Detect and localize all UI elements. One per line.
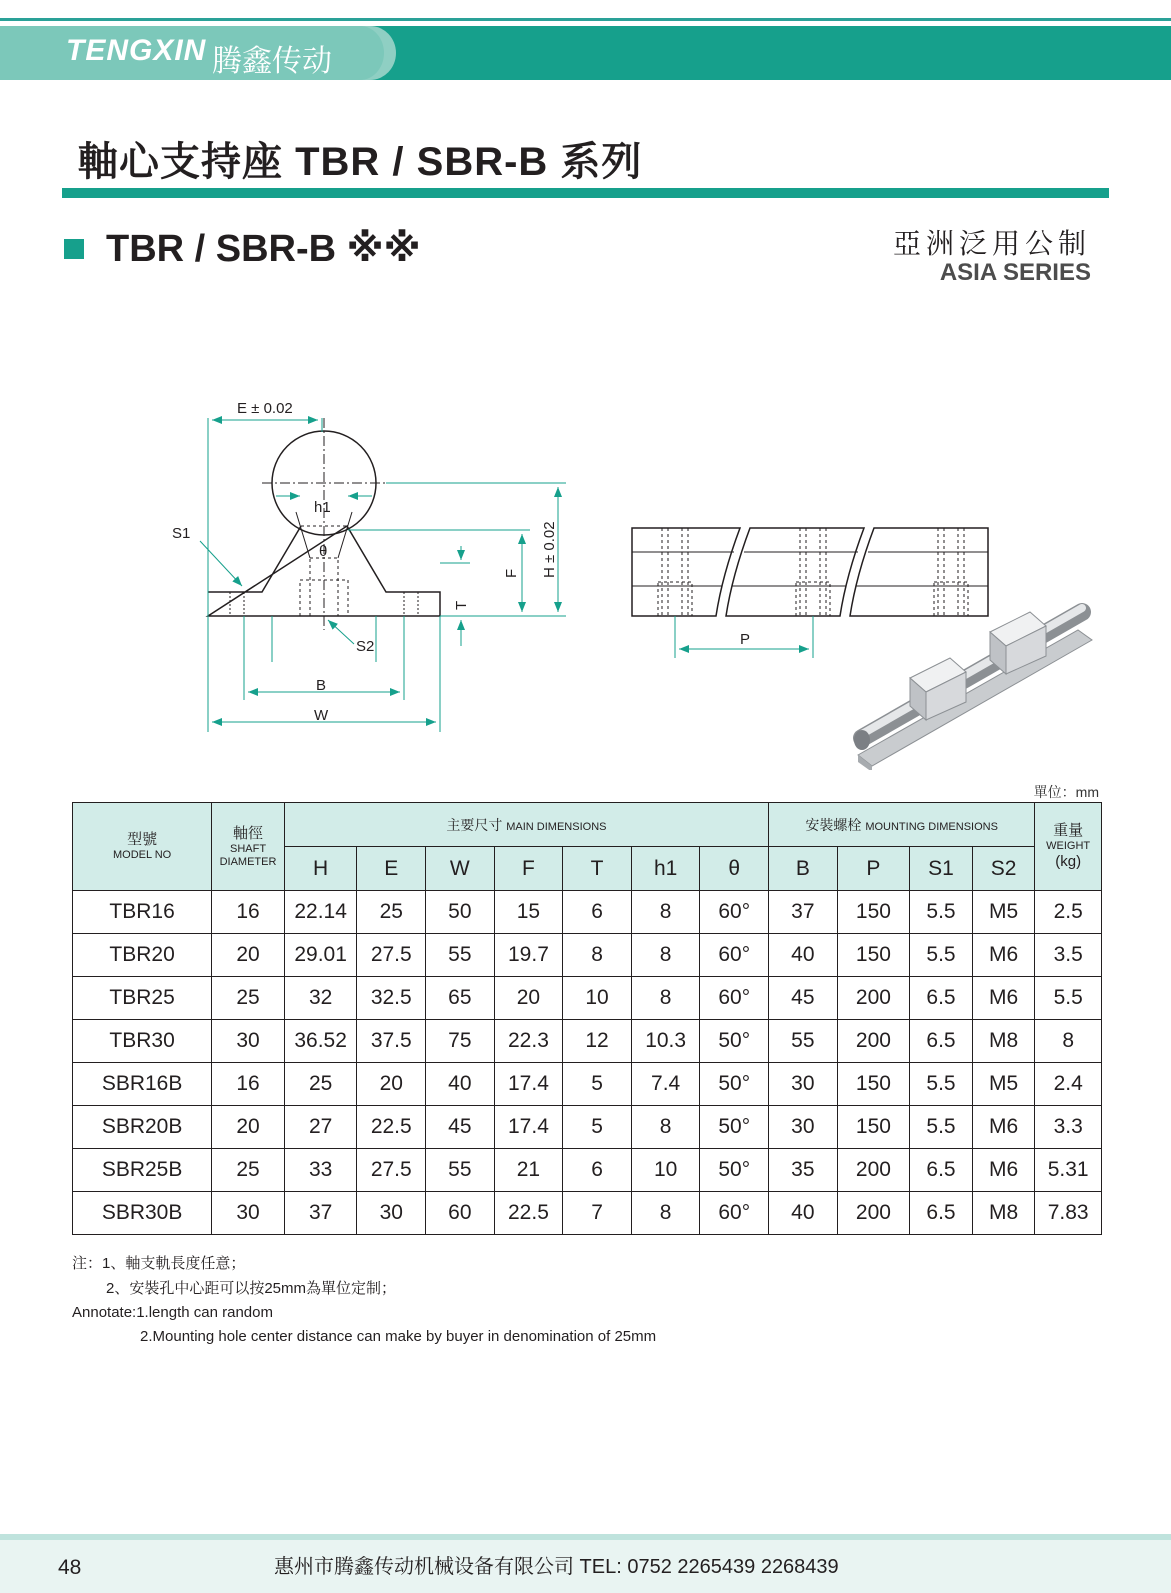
table-cell: 32	[284, 977, 357, 1020]
table-cell: M6	[972, 934, 1035, 977]
table-cell: 150	[837, 891, 910, 934]
col-theta: θ	[700, 847, 769, 891]
col-s1: S1	[910, 847, 973, 891]
table-cell: 6	[563, 891, 632, 934]
table-cell: 200	[837, 1192, 910, 1235]
label-t: T	[453, 600, 470, 610]
table-cell: 27.5	[357, 934, 426, 977]
table-cell: M6	[972, 1106, 1035, 1149]
table-cell: 10.3	[631, 1020, 700, 1063]
col-e: E	[357, 847, 426, 891]
footer-company: 惠州市腾鑫传动机械设备有限公司 TEL: 0752 2265439 2268439	[274, 1556, 839, 1578]
unit-label: 單位：mm	[1033, 784, 1099, 800]
table-cell: 2.4	[1035, 1063, 1102, 1106]
table-cell: 50°	[700, 1149, 769, 1192]
col-f: F	[494, 847, 563, 891]
label-w: W	[314, 707, 329, 724]
table-cell: 150	[837, 934, 910, 977]
header-model-cn: 型號	[127, 831, 158, 848]
label-h: H ± 0.02	[541, 521, 558, 578]
header-model-en: MODEL NO	[112, 849, 172, 861]
table-cell: TBR25	[73, 977, 212, 1020]
table-cell: 10	[631, 1149, 700, 1192]
table-cell: M8	[972, 1192, 1035, 1235]
table-cell: 22.3	[494, 1020, 563, 1063]
table-cell: TBR30	[73, 1020, 212, 1063]
side-view-drawing	[632, 528, 988, 616]
table-cell: 45	[769, 977, 838, 1020]
page-title: 軸心支持座 TBR / SBR-B 系列	[78, 140, 643, 184]
table-cell: 17.4	[494, 1063, 563, 1106]
table-cell: 37.5	[357, 1020, 426, 1063]
header-weight-unit: (kg)	[1055, 853, 1082, 870]
table-cell: 6.5	[910, 1149, 973, 1192]
table-cell: 10	[563, 977, 632, 1020]
label-s2: S2	[356, 638, 375, 655]
label-f: F	[503, 568, 520, 578]
section-title: TBR / SBR-B ※※	[106, 228, 421, 270]
note-en-2: 2.Mounting hole center distance can make by buyer in denomination of 25mm	[140, 1328, 657, 1345]
technical-drawing	[0, 300, 1171, 770]
table-cell: 6.5	[910, 977, 973, 1020]
table-cell: 60°	[700, 891, 769, 934]
label-theta: θ	[319, 543, 328, 560]
table-cell: 3.5	[1035, 934, 1102, 977]
col-p: P	[837, 847, 910, 891]
table-cell: 22.5	[357, 1106, 426, 1149]
header-shaft	[212, 803, 285, 891]
front-view-labels	[172, 400, 558, 724]
table-cell: 22.5	[494, 1192, 563, 1235]
table-cell: SBR16B	[73, 1063, 212, 1106]
table-cell: 8	[631, 934, 700, 977]
col-h: H	[284, 847, 357, 891]
table-cell: 36.52	[284, 1020, 357, 1063]
table-cell: 8	[631, 891, 700, 934]
table-cell: TBR20	[73, 934, 212, 977]
front-view-drawing	[208, 418, 440, 630]
brand-name: 腾鑫传动	[212, 45, 332, 78]
table-cell: 40	[769, 1192, 838, 1235]
table-cell: 6.5	[910, 1020, 973, 1063]
table-cell: 55	[426, 934, 495, 977]
table-cell: 50°	[700, 1063, 769, 1106]
table-cell: 200	[837, 977, 910, 1020]
table-cell: 25	[284, 1063, 357, 1106]
table-cell: 25	[212, 1149, 285, 1192]
table-cell: 30	[212, 1020, 285, 1063]
table-cell: 5	[563, 1106, 632, 1149]
label-h1: h1	[314, 499, 331, 516]
series-label-cn: 亞洲泛用公制	[892, 228, 1091, 259]
title-rule	[62, 188, 1109, 198]
col-t: T	[563, 847, 632, 891]
header-main-en: MAIN DIMENSIONS	[506, 820, 607, 833]
table-cell: 60	[426, 1192, 495, 1235]
table-cell: 30	[357, 1192, 426, 1235]
table-cell: 27	[284, 1106, 357, 1149]
note-en-1: Annotate:1.length can random	[72, 1304, 273, 1321]
table-cell: 35	[769, 1149, 838, 1192]
table-cell: 5.5	[910, 1106, 973, 1149]
table-cell: TBR16	[73, 891, 212, 934]
table-cell: 150	[837, 1106, 910, 1149]
table-cell: 6	[563, 1149, 632, 1192]
table-cell: SBR30B	[73, 1192, 212, 1235]
header-model	[73, 803, 212, 891]
table-cell: 27.5	[357, 1149, 426, 1192]
table-cell: 16	[212, 1063, 285, 1106]
header-main-dimensions	[284, 803, 768, 847]
header-shaft-cn: 軸徑	[233, 824, 264, 842]
table-cell: 45	[426, 1106, 495, 1149]
table-cell: 5.5	[910, 934, 973, 977]
table-cell: 200	[837, 1149, 910, 1192]
spec-table	[72, 802, 1102, 1235]
col-s2: S2	[972, 847, 1035, 891]
table-cell: 32.5	[357, 977, 426, 1020]
table-row	[73, 1063, 1102, 1106]
table-cell: 8	[1035, 1020, 1102, 1063]
table-cell: 37	[769, 891, 838, 934]
header-mount-cn: 安裝螺栓	[805, 816, 862, 833]
header-mounting-dimensions	[769, 803, 1035, 847]
page-number: 48	[58, 1556, 82, 1579]
note-cn-2: 2、安裝孔中心距可以按25mm為單位定制；	[106, 1280, 397, 1297]
table-cell: 16	[212, 891, 285, 934]
table-row	[73, 1106, 1102, 1149]
table-cell: 20	[494, 977, 563, 1020]
table-cell: 25	[212, 977, 285, 1020]
table-cell: 29.01	[284, 934, 357, 977]
table-cell: 25	[357, 891, 426, 934]
table-cell: 6.5	[910, 1192, 973, 1235]
table-cell: M6	[972, 1149, 1035, 1192]
table-cell: 40	[769, 934, 838, 977]
header-weight-en: WEIGHT	[1046, 840, 1091, 852]
table-cell: 200	[837, 1020, 910, 1063]
table-cell: 7	[563, 1192, 632, 1235]
table-cell: 5.5	[1035, 977, 1102, 1020]
table-row	[73, 934, 1102, 977]
table-cell: 60°	[700, 1192, 769, 1235]
table-cell: M6	[972, 977, 1035, 1020]
table-cell: 50°	[700, 1020, 769, 1063]
col-w: W	[426, 847, 495, 891]
table-cell: 7.83	[1035, 1192, 1102, 1235]
table-cell: 50	[426, 891, 495, 934]
table-cell: 5.5	[910, 891, 973, 934]
table-cell: 8	[563, 934, 632, 977]
table-cell: 7.4	[631, 1063, 700, 1106]
header-weight-cn: 重量	[1053, 822, 1084, 839]
section-marker	[64, 239, 84, 259]
series-label-en: ASIA SERIES	[939, 259, 1091, 286]
table-cell: 50°	[700, 1106, 769, 1149]
table-cell: 17.4	[494, 1106, 563, 1149]
table-cell: 5.5	[910, 1063, 973, 1106]
table-cell: 37	[284, 1192, 357, 1235]
table-cell: 21	[494, 1149, 563, 1192]
label-p: P	[740, 631, 751, 648]
table-row	[73, 1020, 1102, 1063]
table-cell: 12	[563, 1020, 632, 1063]
table-cell: 30	[769, 1106, 838, 1149]
table-cell: 5.31	[1035, 1149, 1102, 1192]
table-cell: 55	[426, 1149, 495, 1192]
table-cell: 8	[631, 1192, 700, 1235]
table-row	[73, 891, 1102, 934]
table-cell: 75	[426, 1020, 495, 1063]
table-cell: M8	[972, 1020, 1035, 1063]
label-s1: S1	[172, 525, 191, 542]
header-weight	[1035, 803, 1102, 891]
spec-table-body	[73, 891, 1102, 1235]
table-cell: 55	[769, 1020, 838, 1063]
col-b: B	[769, 847, 838, 891]
header-top-line	[0, 18, 1171, 21]
table-cell: 65	[426, 977, 495, 1020]
table-cell: 8	[631, 977, 700, 1020]
table-cell: 19.7	[494, 934, 563, 977]
table-cell: 40	[426, 1063, 495, 1106]
table-cell: 2.5	[1035, 891, 1102, 934]
table-row	[73, 1149, 1102, 1192]
table-cell: 15	[494, 891, 563, 934]
table-cell: 30	[769, 1063, 838, 1106]
brand-logo: TENGXIN	[66, 34, 207, 67]
label-b: B	[316, 677, 327, 694]
table-cell: 33	[284, 1149, 357, 1192]
table-cell: 20	[212, 1106, 285, 1149]
table-cell: 20	[212, 934, 285, 977]
header-shaft-en2: DIAMETER	[219, 855, 277, 868]
header-mount-en: MOUNTING DIMENSIONS	[865, 820, 998, 833]
table-cell: 150	[837, 1063, 910, 1106]
header-shaft-en1: SHAFT	[229, 842, 267, 855]
table-cell: 20	[357, 1063, 426, 1106]
header-main-cn: 主要尺寸	[446, 816, 503, 833]
table-cell: SBR25B	[73, 1149, 212, 1192]
table-cell: SBR20B	[73, 1106, 212, 1149]
label-e: E ± 0.02	[237, 400, 293, 417]
table-row	[73, 1192, 1102, 1235]
product-photo	[854, 608, 1092, 770]
table-cell: 30	[212, 1192, 285, 1235]
note-cn-1: 注：1、軸支軌長度任意；	[72, 1255, 246, 1272]
table-cell: 22.14	[284, 891, 357, 934]
col-h1: h1	[631, 847, 700, 891]
table-cell: M5	[972, 891, 1035, 934]
table-cell: 60°	[700, 977, 769, 1020]
table-cell: 60°	[700, 934, 769, 977]
table-cell: 5	[563, 1063, 632, 1106]
table-cell: 8	[631, 1106, 700, 1149]
table-cell: M5	[972, 1063, 1035, 1106]
table-cell: 3.3	[1035, 1106, 1102, 1149]
table-row	[73, 977, 1102, 1020]
